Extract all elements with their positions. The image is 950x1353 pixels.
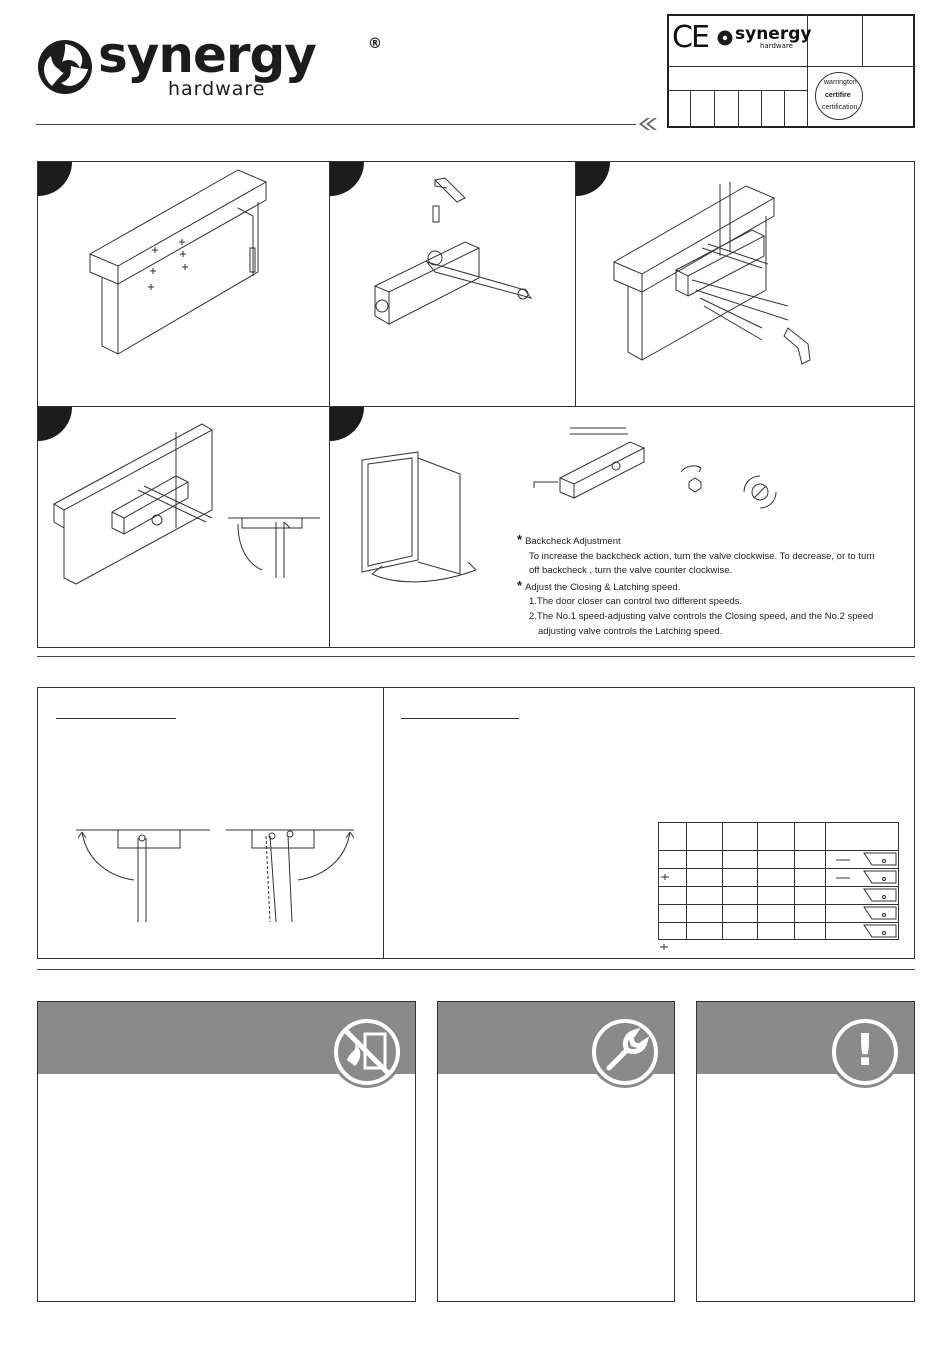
valve-screw-icon [740, 472, 780, 512]
chevron-left-icon [637, 118, 657, 130]
speed-title: Adjust the Closing & Latching speed. [525, 581, 681, 593]
brand-registered: ® [368, 36, 382, 52]
speed-item-2b: adjusting valve controls the Latching speed. [538, 625, 723, 637]
adjustment-notes [517, 533, 907, 639]
step4-arm-fitting-illustration [52, 418, 332, 588]
badge-brand: synergy [735, 24, 812, 44]
rotate-arrows-icon [675, 462, 715, 502]
speed-item-1: 1.The door closer can control two different speeds. [529, 596, 743, 608]
standard-mount-diagram [76, 828, 216, 928]
table-footnote-dagger [660, 943, 668, 951]
step1-frame-illustration [88, 168, 278, 358]
cert-line-middle: certifire [825, 92, 851, 99]
wrench-icon [589, 1016, 661, 1088]
star-icon: * [517, 532, 523, 547]
badge-swirl-icon [717, 30, 733, 46]
certification-seal [815, 72, 863, 120]
swirl-logo-icon [36, 38, 94, 96]
left-heading-underline [56, 718, 176, 719]
step3-mounting-illustration [612, 180, 812, 370]
ce-mark: CE [672, 20, 708, 55]
brand-name: synergy [98, 26, 316, 84]
backcheck-title: Backcheck Adjustment [525, 536, 621, 547]
section-rule-1 [37, 656, 915, 657]
brand-sub: hardware [168, 78, 266, 100]
brand-logo [36, 26, 396, 104]
exclamation-glyph: ! [854, 1025, 876, 1076]
star-icon: * [517, 577, 523, 593]
cert-line-bottom: certification [822, 104, 858, 111]
badge-sub: hardware [760, 42, 793, 50]
header-rule [36, 124, 636, 125]
no-fire-door-icon [331, 1016, 403, 1088]
cert-line-top: warrington [824, 79, 857, 86]
parallel-mount-diagram [222, 828, 362, 928]
closer-size-icons [832, 850, 902, 940]
section-rule-2 [37, 969, 915, 970]
backcheck-line-1: To increase the backcheck action, turn the valve clockwise. To decrease, or to turn [529, 550, 875, 562]
right-heading-underline [401, 718, 519, 719]
backcheck-line-2: off backcheck , turn the valve counter clockwise. [529, 565, 733, 577]
exclamation-icon [829, 1016, 901, 1088]
speed-item-2a: 2.The No.1 speed-adjusting valve controls the Closing speed, and the No.2 speed [529, 610, 874, 622]
step5-closer-illustration [530, 420, 660, 510]
table-dagger-mark [661, 873, 669, 881]
step5-door-illustration [358, 450, 508, 600]
step2-closer-illustration [365, 172, 565, 332]
